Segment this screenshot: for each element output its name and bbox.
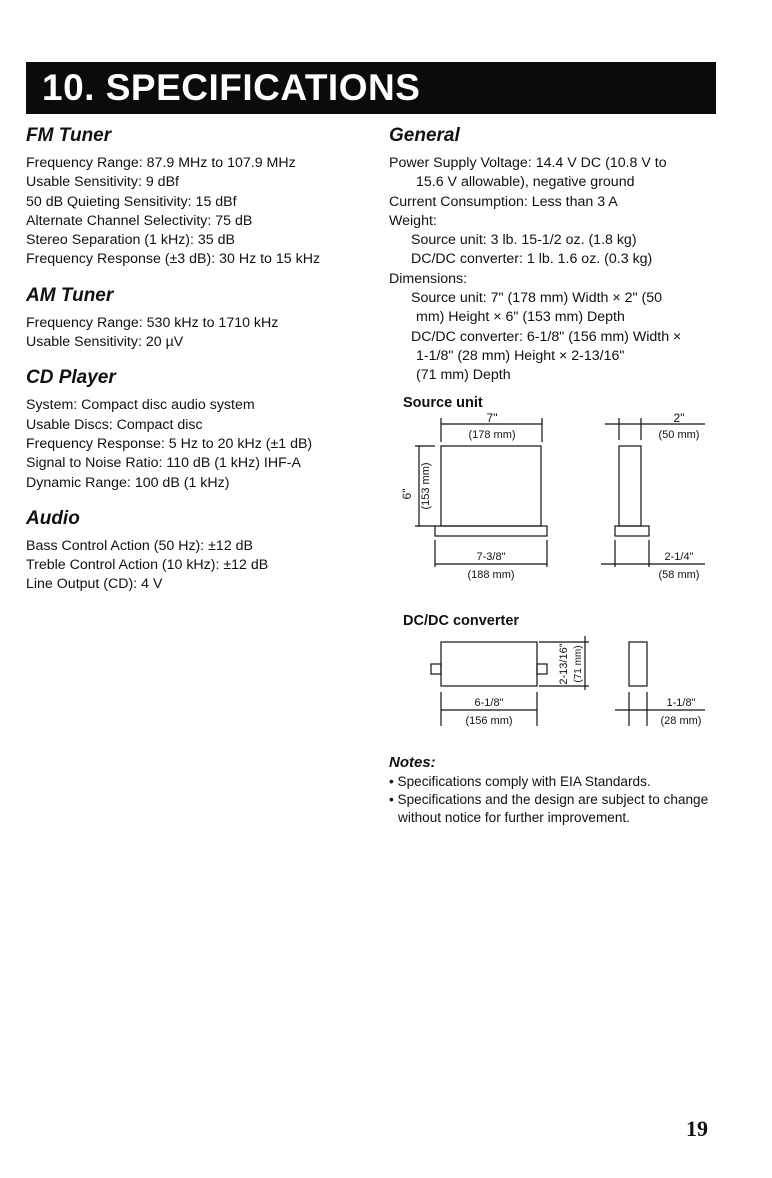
source-unit-front-outline [441,446,541,526]
note-item: • Specifications and the design are subject to change without notice for further improvement. [389,791,709,825]
right-column [389,124,719,827]
side-width-mm: (50 mm) [658,428,700,441]
notes-heading: Notes: [389,753,436,771]
cd-spec-line: Frequency Response: 5 Hz to 20 kHz (±1 dB) [26,435,313,452]
top-width-inches: 7" [486,411,498,425]
dcdc-mount-tab [537,664,547,674]
cd-spec-line: System: Compact disc audio system [26,397,255,414]
bottom-width-inches: 7-3/8" [476,550,506,563]
source-unit-side-outline [619,446,641,526]
general-heading: General [389,125,460,146]
weight-dcdc-line: DC/DC converter: 1 lb. 1.6 oz. (0.3 kg) [411,251,653,268]
dcdc-depth-inches: 2-13/16" [558,642,570,685]
dcdc-converter-dimension-diagram [389,630,719,748]
weight-label: Weight: [389,212,437,229]
fm-tuner-section [26,124,366,270]
weight-source-line: Source unit: 3 lb. 15-1/2 oz. (1.8 kg) [411,232,637,249]
fm-tuner-heading: FM Tuner [26,125,112,146]
section-header-bar [26,62,716,114]
dcdc-side-outline [629,642,647,686]
dcdc-diagram-title: DC/DC converter [403,612,520,629]
am-tuner-heading: AM Tuner [26,284,114,306]
height-inches: 6" [400,488,414,500]
am-tuner-section [26,284,366,353]
notes-section [389,754,719,827]
cd-spec-line: Usable Discs: Compact disc [26,416,203,433]
note-item: • Specifications comply with EIA Standards. [389,773,651,789]
fm-spec-line: Usable Sensitivity: 9 dBf [26,174,179,191]
dim-dcdc-line: DC/DC converter: 6-1/8" (156 mm) Width × [411,328,682,345]
dcdc-width-mm: (156 mm) [465,714,513,727]
dim-dcdc-line-cont2: (71 mm) Depth [416,367,511,384]
top-width-mm: (178 mm) [468,428,516,441]
current-consumption-line: Current Consumption: Less than 3 A [389,193,618,210]
source-unit-diagram-title: Source unit [403,394,483,411]
page-number: 19 [686,1116,708,1141]
dcdc-converter-outline [441,642,537,686]
dcdc-side-inches: 1-1/8" [666,696,696,709]
source-unit-dimension-diagram [389,412,719,612]
cd-spec-line: Dynamic Range: 100 dB (1 kHz) [26,474,230,491]
audio-heading: Audio [26,507,80,529]
dim-dcdc-line-cont: 1-1/8" (28 mm) Height × 2-13/16" [416,347,625,364]
page-title: 10. SPECIFICATIONS [42,67,421,108]
height-mm: (153 mm) [420,462,432,510]
fm-spec-line: Alternate Channel Selectivity: 75 dB [26,212,253,229]
power-supply-line-cont: 15.6 V allowable), negative ground [416,174,635,191]
source-unit-side-faceplate [615,526,649,536]
fm-spec-line: Frequency Response (±3 dB): 30 Hz to 15 kHz [26,251,321,268]
dimensions-label: Dimensions: [389,270,468,287]
dcdc-side-mm: (28 mm) [660,714,702,727]
dcdc-depth-mm: (71 mm) [573,644,584,683]
cd-player-heading: CD Player [26,367,116,389]
left-column [26,124,366,595]
dim-source-line-cont: mm) Height × 6" (153 mm) Depth [416,309,625,326]
cd-player-section [26,366,366,492]
dcdc-mount-tab [431,664,441,674]
fm-spec-line: Frequency Range: 87.9 MHz to 107.9 MHz [26,155,296,171]
side-width-inches: 2" [673,411,685,425]
fm-spec-line: 50 dB Quieting Sensitivity: 15 dBf [26,193,237,210]
cd-spec-line: Signal to Noise Ratio: 110 dB (1 kHz) IHF-A [26,455,301,472]
side-depth-inches: 2-1/4" [664,550,694,563]
fm-spec-line: Stereo Separation (1 kHz): 35 dB [26,232,235,249]
general-section [389,124,719,386]
am-spec-line: Usable Sensitivity: 20 µV [26,334,184,351]
side-depth-mm: (58 mm) [658,568,700,581]
source-unit-faceplate [435,526,547,536]
audio-spec-line: Line Output (CD): 4 V [26,576,163,593]
dcdc-width-inches: 6-1/8" [474,696,504,709]
dim-source-line: Source unit: 7" (178 mm) Width × 2" (50 [411,290,662,307]
audio-spec-line: Treble Control Action (10 kHz): ±12 dB [26,557,269,574]
power-supply-line: Power Supply Voltage: 14.4 V DC (10.8 V to [389,155,667,171]
am-spec-line: Frequency Range: 530 kHz to 1710 kHz [26,314,279,331]
bottom-width-mm: (188 mm) [467,568,515,581]
audio-section [26,507,366,595]
audio-spec-line: Bass Control Action (50 Hz): ±12 dB [26,537,254,554]
